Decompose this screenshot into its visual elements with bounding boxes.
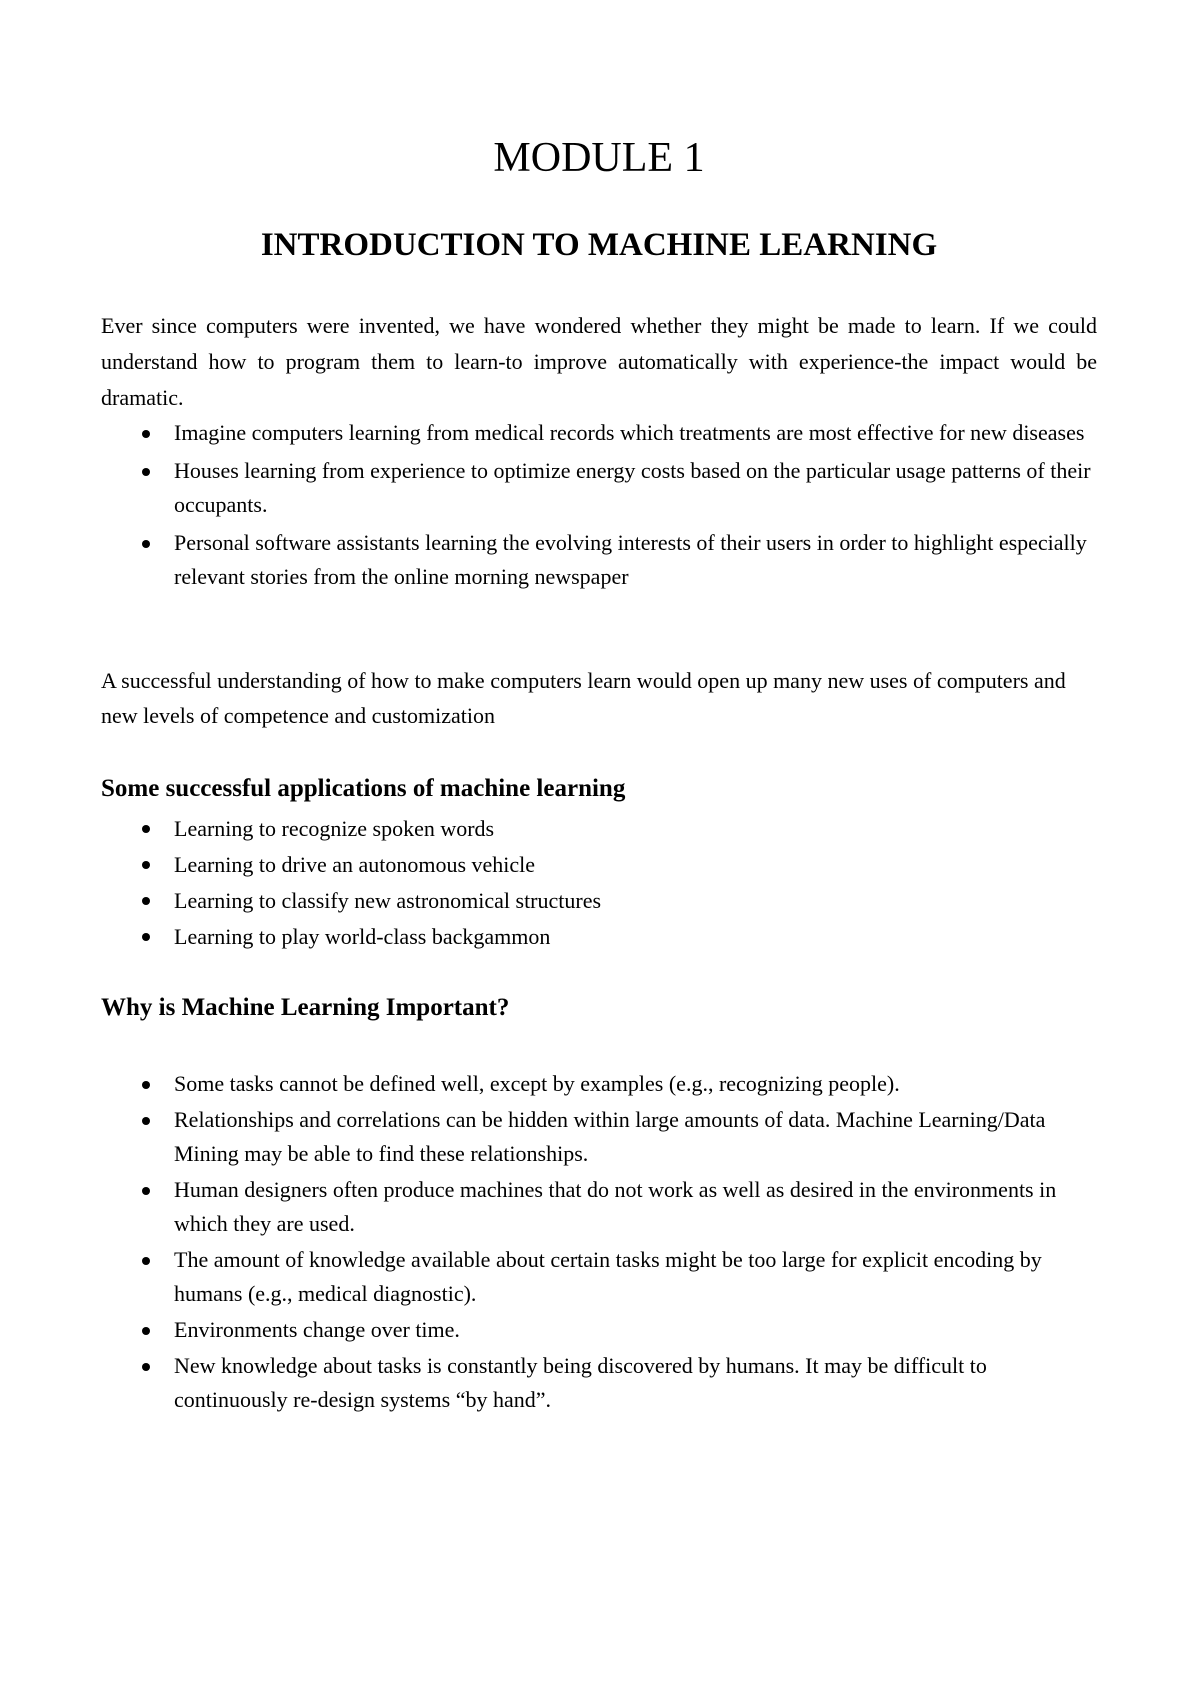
bullet-icon xyxy=(142,1327,150,1335)
list-item-text: Relationships and correlations can be hidden within large amounts of data. Machine Learning/Data Mining may be able to find these relationships. xyxy=(174,1107,1046,1166)
importance-bullet-list xyxy=(101,1067,1097,1417)
bullet-icon xyxy=(142,540,150,548)
list-item-text: Some tasks cannot be defined well, except by examples (e.g., recognizing people). xyxy=(174,1071,900,1096)
list-item xyxy=(101,811,1097,847)
bullet-icon xyxy=(142,1117,150,1125)
bullet-icon xyxy=(142,468,150,476)
list-item-text: Learning to play world-class backgammon xyxy=(174,924,551,949)
list-item xyxy=(101,1349,1097,1417)
list-item-text: The amount of knowledge available about certain tasks might be too large for explicit encoding by humans (e.g., medical diagnostic). xyxy=(174,1247,1042,1306)
list-item xyxy=(101,1313,1097,1347)
list-item-text: Learning to recognize spoken words xyxy=(174,816,495,841)
list-item-text: Personal software assistants learning the evolving interests of their users in order to highlight especially relevant stories from the online morning newspaper xyxy=(174,530,1087,589)
bullet-icon xyxy=(142,1187,150,1195)
list-item-text: Houses learning from experience to optimize energy costs based on the particular usage patterns of their occupants. xyxy=(174,458,1091,517)
list-item xyxy=(101,454,1097,522)
bullet-icon xyxy=(142,430,150,438)
list-item xyxy=(101,919,1097,955)
success-paragraph: A successful understanding of how to make computers learn would open up many new uses of computers and new levels of competence and customization xyxy=(101,668,1066,728)
main-title: INTRODUCTION TO MACHINE LEARNING xyxy=(260,227,938,263)
bullet-icon xyxy=(142,897,150,905)
intro-bullet-list xyxy=(101,416,1097,594)
list-item xyxy=(101,847,1097,883)
bullet-icon xyxy=(142,1363,150,1371)
bullet-icon xyxy=(142,825,150,833)
bullet-icon xyxy=(142,1081,150,1089)
list-item xyxy=(101,1243,1097,1311)
list-item xyxy=(101,1173,1097,1241)
list-item xyxy=(101,883,1097,919)
list-item xyxy=(101,526,1097,594)
applications-bullet-list xyxy=(101,811,1097,955)
list-item-text: Human designers often produce machines that do not work as well as desired in the environments in which they are used. xyxy=(174,1177,1057,1236)
applications-heading: Some successful applications of machine learning xyxy=(101,775,626,802)
list-item-text: Environments change over time. xyxy=(174,1317,460,1342)
bullet-icon xyxy=(142,933,150,941)
module-title: MODULE 1 xyxy=(493,135,705,181)
intro-paragraph: Ever since computers were invented, we have wondered whether they might be made to learn. If we could understand how to program them to learn-to improve automatically with experience-the impact would be dramatic. xyxy=(101,313,1097,410)
importance-heading: Why is Machine Learning Important? xyxy=(101,994,510,1021)
list-item-text: Learning to drive an autonomous vehicle xyxy=(174,852,536,877)
list-item xyxy=(101,1103,1097,1171)
list-item-text: Learning to classify new astronomical structures xyxy=(174,888,602,913)
bullet-icon xyxy=(142,861,150,869)
list-item-text: Imagine computers learning from medical records which treatments are most effective for new diseases xyxy=(174,420,1085,445)
list-item xyxy=(101,416,1097,450)
bullet-icon xyxy=(142,1257,150,1265)
list-item-text: New knowledge about tasks is constantly being discovered by humans. It may be difficult to continuously re-design systems “by hand”. xyxy=(174,1353,987,1412)
list-item xyxy=(101,1067,1097,1101)
